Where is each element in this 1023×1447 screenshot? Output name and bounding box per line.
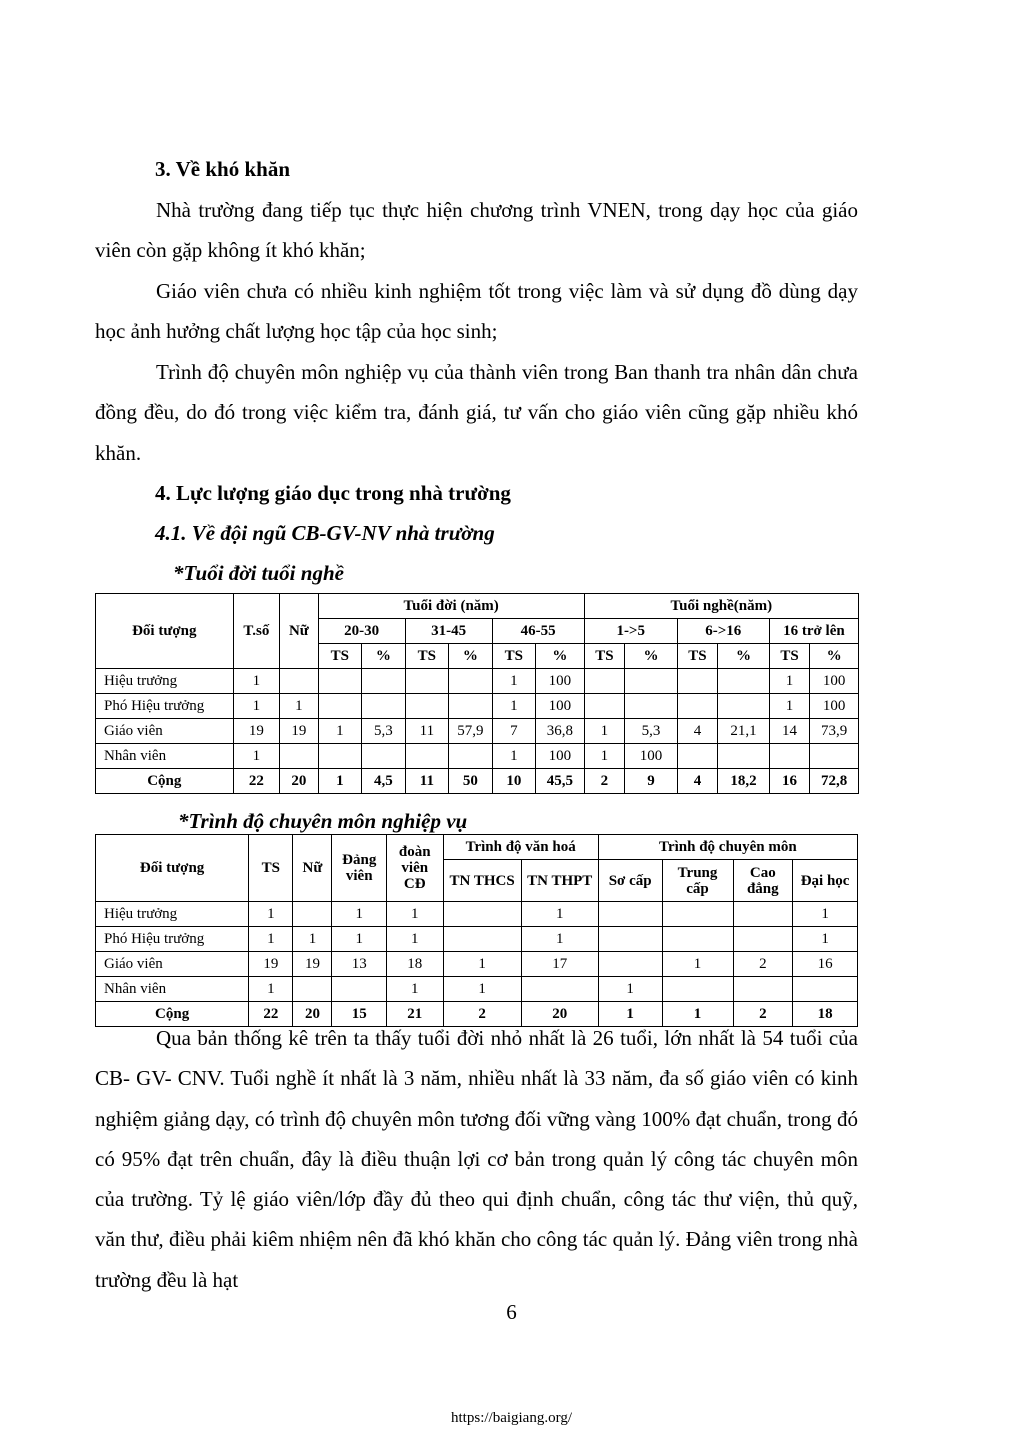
table-cell: Giáo viên [96, 952, 249, 977]
table-cell: 2 [584, 769, 624, 794]
table-cell: 14 [769, 719, 809, 744]
group-header: 1->5 [584, 619, 677, 644]
header-total: T.số [233, 594, 280, 669]
table-cell [733, 927, 793, 952]
table-cell: Giáo viên [96, 719, 234, 744]
table-cell: 11 [405, 719, 449, 744]
table-cell: 5,3 [362, 719, 406, 744]
table-cell [293, 977, 332, 1002]
table-cell: 57,9 [449, 719, 493, 744]
table-cell: 20 [280, 769, 318, 794]
table-cell [677, 744, 717, 769]
header-total: TS [249, 835, 293, 902]
table-cell: 17 [521, 952, 598, 977]
table-cell: 1 [492, 669, 536, 694]
table-cell: 72,8 [810, 769, 859, 794]
table-cell: 1 [769, 669, 809, 694]
table-cell [449, 744, 493, 769]
table-cell: 4,5 [362, 769, 406, 794]
pct-header: % [810, 644, 859, 669]
table-cell: 10 [492, 769, 536, 794]
table-cell: 4 [677, 719, 717, 744]
table-cell [625, 694, 678, 719]
header-female: Nữ [280, 594, 318, 669]
table-cell: Cộng [96, 1002, 249, 1027]
table-cell: Phó Hiệu trưởng [96, 694, 234, 719]
table-cell: 2 [733, 952, 793, 977]
table-cell: 1 [521, 927, 598, 952]
table-cell [443, 902, 521, 927]
table-cell: 1 [233, 744, 280, 769]
table-cell: 19 [280, 719, 318, 744]
table-cell: 20 [293, 1002, 332, 1027]
ts-header: TS [492, 644, 536, 669]
group-header: 31-45 [405, 619, 492, 644]
table-cell [318, 744, 362, 769]
table-cell: Nhân viên [96, 977, 249, 1002]
table-cell: 1 [386, 977, 443, 1002]
sub-header: TN THCS [443, 860, 521, 902]
table-cell [584, 694, 624, 719]
table-cell: 73,9 [810, 719, 859, 744]
table-cell [443, 927, 521, 952]
paragraph-text: Qua bản thống kê trên ta thấy tuổi đời nhỏ nhất là 26 tuổi, lớn nhất là 54 tuổi của CB- GV- CNV. Tuổi nghề ít nhất là 3 năm, nhiều nhất là 33 năm, đa số giáo viên có kinh nghiệm giảng dạy, có trình độ chuyên môn tương đối vững vàng 100% đạt chuẩn, trong đó có 95% đạt trên chuẩn, đây là điều thuận lợi cơ bản trong quản lý công tác chuyên môn của trường. Tỷ lệ giáo viên/lớp đầy đủ theo qui định chuẩn, công tác thư viện, thủ quỹ, văn thư, điều phải kiêm nhiệm nên đã khó khăn cho công tác quản lý. Đảng viên trong nhà trường đều là hạt [95, 1026, 858, 1292]
table-cell [718, 669, 770, 694]
table-cell: 1 [584, 744, 624, 769]
table-cell: 1 [521, 902, 598, 927]
table-cell: 16 [769, 769, 809, 794]
sub-header: Đại học [793, 860, 858, 902]
table-cell [449, 669, 493, 694]
qualification-table [95, 834, 858, 1027]
group-header: 46-55 [492, 619, 584, 644]
ts-header: TS [318, 644, 362, 669]
table-cell: 1 [318, 769, 362, 794]
table-cell: Hiệu trưởng [96, 669, 234, 694]
table-cell: 21,1 [718, 719, 770, 744]
ts-header: TS [677, 644, 717, 669]
table-cell: Nhân viên [96, 744, 234, 769]
table-cell [405, 669, 449, 694]
header-party-member: Đảng viên [332, 835, 387, 902]
table-cell [662, 977, 733, 1002]
table-cell [733, 977, 793, 1002]
table-cell [405, 694, 449, 719]
header-life-age: Tuổi đời (năm) [318, 594, 584, 619]
ts-header: TS [769, 644, 809, 669]
table-cell: 1 [332, 927, 387, 952]
table-cell [769, 744, 809, 769]
table-cell: 11 [405, 769, 449, 794]
table-cell: 1 [249, 902, 293, 927]
table-cell [718, 744, 770, 769]
group-header: 20-30 [318, 619, 405, 644]
paragraph-text: Nhà trường đang tiếp tục thực hiện chương trình VNEN, trong dạy học của giáo viên còn gặp không ít khó khăn; [95, 198, 858, 263]
header-subject: Đối tượng [96, 594, 234, 669]
table-cell [280, 744, 318, 769]
table-cell [677, 694, 717, 719]
subheading-qualification: *Trình độ chuyên môn nghiệp vụ [178, 809, 468, 833]
table-row [96, 902, 858, 927]
heading-difficulties: 3. Về khó khăn [155, 157, 291, 181]
table-cell [293, 902, 332, 927]
table-cell [318, 694, 362, 719]
header-subject: Đối tượng [96, 835, 249, 902]
table-cell [318, 669, 362, 694]
table-row [96, 952, 858, 977]
table-cell [598, 902, 662, 927]
table-cell [332, 977, 387, 1002]
pct-header: % [449, 644, 493, 669]
table-cell: 1 [584, 719, 624, 744]
table-cell: Hiệu trưởng [96, 902, 249, 927]
table-cell: 15 [332, 1002, 387, 1027]
table-cell: 50 [449, 769, 493, 794]
table-cell: 1 [233, 669, 280, 694]
table-cell: 5,3 [625, 719, 678, 744]
table-cell [362, 694, 406, 719]
header-female: Nữ [293, 835, 332, 902]
table-cell: 100 [625, 744, 678, 769]
table-cell: 19 [293, 952, 332, 977]
table-cell: 100 [810, 694, 859, 719]
sub-header: Cao đẳng [733, 860, 793, 902]
table-cell: 2 [443, 1002, 521, 1027]
heading-education-force: 4. Lực lượng giáo dục trong nhà trường [155, 481, 511, 505]
table-cell: Cộng [96, 769, 234, 794]
table-row [96, 694, 859, 719]
total-row [96, 769, 859, 794]
table-cell: 22 [233, 769, 280, 794]
table-cell: 1 [233, 694, 280, 719]
header-professional-level: Trình độ chuyên môn [598, 835, 857, 860]
table-cell [521, 977, 598, 1002]
sub-header: Sơ cấp [598, 860, 662, 902]
paragraph-difficulty-1 [95, 190, 858, 271]
table-cell: 18,2 [718, 769, 770, 794]
table-cell: 1 [793, 927, 858, 952]
pct-header: % [536, 644, 585, 669]
table-row [96, 719, 859, 744]
table-cell: 18 [793, 1002, 858, 1027]
table-cell: 19 [233, 719, 280, 744]
table-cell: 1 [318, 719, 362, 744]
table-cell: 45,5 [536, 769, 585, 794]
group-header: 16 trở lên [769, 619, 858, 644]
table-cell [280, 669, 318, 694]
table-cell: 100 [536, 694, 585, 719]
table-cell: 1 [769, 694, 809, 719]
table-cell: 1 [443, 977, 521, 1002]
header-union-member: đoàn viên CĐ [386, 835, 443, 902]
table-cell: 100 [810, 669, 859, 694]
paragraph-difficulty-2 [95, 271, 858, 352]
table-row [96, 669, 859, 694]
table-cell: 1 [249, 927, 293, 952]
paragraph-difficulty-3 [95, 352, 858, 473]
table-cell: 1 [793, 902, 858, 927]
table-cell: 2 [733, 1002, 793, 1027]
table-cell: Phó Hiệu trưởng [96, 927, 249, 952]
table-cell [449, 694, 493, 719]
table-cell [405, 744, 449, 769]
table-cell: 4 [677, 769, 717, 794]
group-header: 6->16 [677, 619, 769, 644]
table-cell: 9 [625, 769, 678, 794]
sub-header: TN THPT [521, 860, 598, 902]
table-cell: 1 [492, 694, 536, 719]
table-cell: 1 [332, 902, 387, 927]
footer-url[interactable]: https://baigiang.org/ [451, 1410, 572, 1426]
table-cell: 1 [386, 902, 443, 927]
table-cell: 1 [293, 927, 332, 952]
table-cell: 1 [386, 927, 443, 952]
table-cell [362, 744, 406, 769]
table-cell [810, 744, 859, 769]
table-cell: 36,8 [536, 719, 585, 744]
table-cell: 100 [536, 669, 585, 694]
pct-header: % [362, 644, 406, 669]
table-cell: 1 [280, 694, 318, 719]
paragraph-text: Giáo viên chưa có nhiều kinh nghiệm tốt trong việc làm và sử dụng đồ dùng dạy học ảnh hưởng chất lượng học tập của học sinh; [95, 279, 858, 344]
heading-staff: 4.1. Về đội ngũ CB-GV-NV nhà trường [155, 521, 495, 545]
table-cell: 1 [598, 977, 662, 1002]
age-table [95, 593, 859, 794]
table-cell: 18 [386, 952, 443, 977]
pct-header: % [718, 644, 770, 669]
table-cell: 1 [598, 1002, 662, 1027]
ts-header: TS [584, 644, 624, 669]
table-cell [584, 669, 624, 694]
table-cell [598, 927, 662, 952]
table-cell: 20 [521, 1002, 598, 1027]
table-cell: 1 [249, 977, 293, 1002]
paragraph-text: Trình độ chuyên môn nghiệp vụ của thành viên trong Ban thanh tra nhân dân chưa đồng đều, do đó trong việc kiểm tra, đánh giá, tư vấn cho giáo viên cũng gặp nhiều khó khăn. [95, 360, 858, 465]
table-cell: 1 [662, 1002, 733, 1027]
paragraph-summary [95, 1018, 858, 1300]
table-cell [625, 669, 678, 694]
subheading-age: *Tuổi đời tuổi nghề [173, 561, 344, 585]
sub-header: Trung cấp [662, 860, 733, 902]
table-cell [662, 927, 733, 952]
table-cell: 16 [793, 952, 858, 977]
table-row [96, 744, 859, 769]
table-cell: 1 [443, 952, 521, 977]
header-work-age: Tuổi nghề(năm) [584, 594, 858, 619]
table-row [96, 927, 858, 952]
table-cell [793, 977, 858, 1002]
table-cell: 19 [249, 952, 293, 977]
table-cell: 7 [492, 719, 536, 744]
table-cell: 100 [536, 744, 585, 769]
table-cell: 13 [332, 952, 387, 977]
table-cell [662, 902, 733, 927]
page-number: 6 [506, 1300, 517, 1324]
table-cell: 21 [386, 1002, 443, 1027]
pct-header: % [625, 644, 678, 669]
table-row [96, 977, 858, 1002]
ts-header: TS [405, 644, 449, 669]
header-education-level: Trình độ văn hoá [443, 835, 598, 860]
table-cell [598, 952, 662, 977]
table-cell [733, 902, 793, 927]
table-cell: 1 [492, 744, 536, 769]
table-cell: 22 [249, 1002, 293, 1027]
table-cell [718, 694, 770, 719]
table-cell: 1 [662, 952, 733, 977]
table-cell [362, 669, 406, 694]
table-cell [677, 669, 717, 694]
